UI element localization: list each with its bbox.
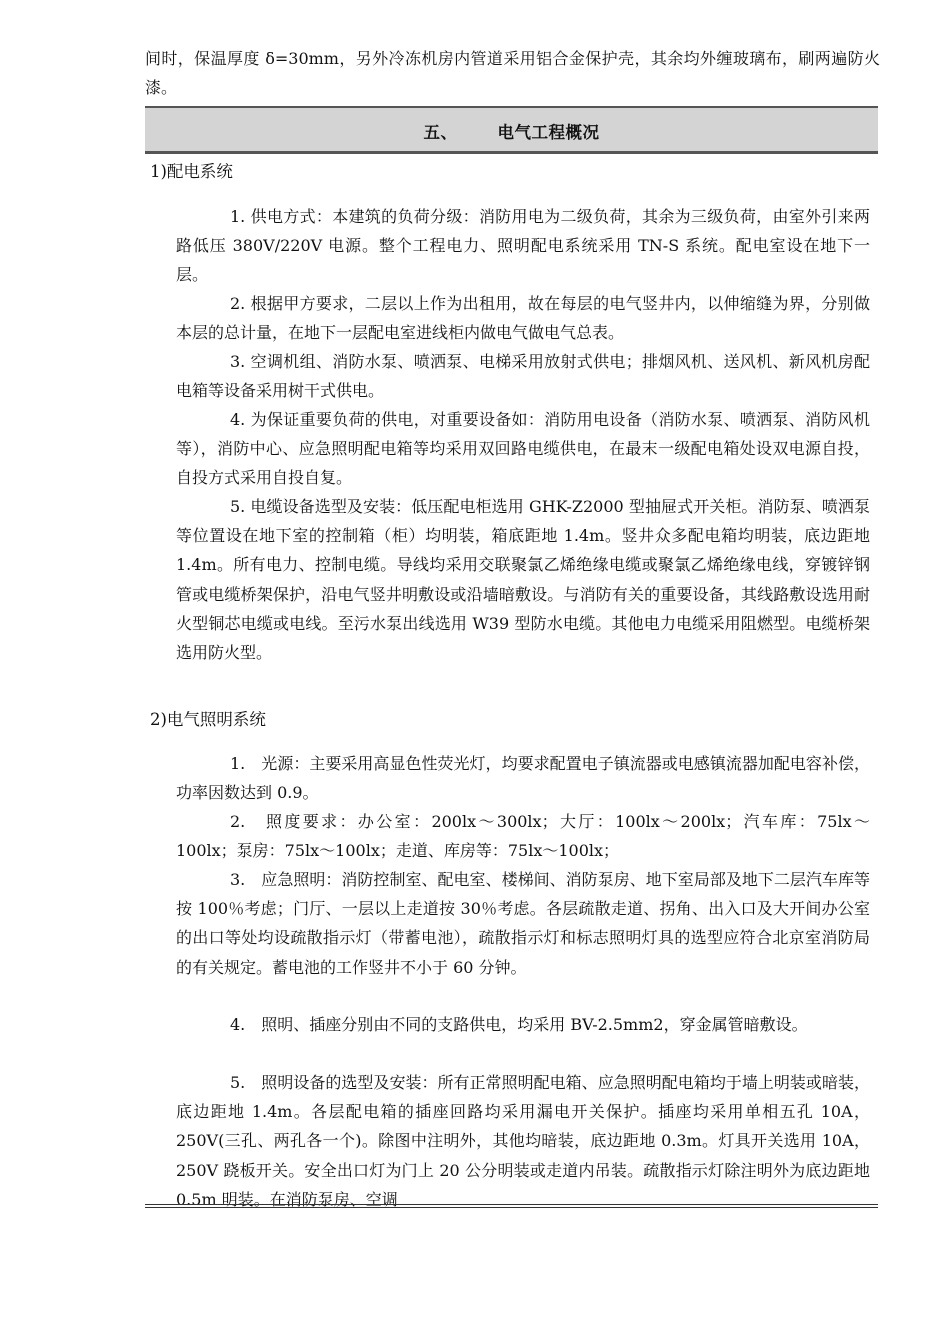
- section-header: [145, 106, 878, 154]
- section-title: 电气工程概况: [497, 123, 600, 142]
- lighting-heading: 2)电气照明系统: [150, 710, 266, 729]
- power-paragraph-5: 5. 电缆设备选型及安装：低压配电柜选用 GHK-Z2000 型抽屉式开关柜。消防泵、喷洒泵等位置设在地下室的控制箱（柜）均明装，箱底距地 1.4m。竖井众多配电箱均明装，底边距地 1.4m。所有电力、控制电缆。导线均采用交联聚氯乙烯绝缘电缆或聚氯乙烯绝缘电线，穿镀锌钢管或电缆桥架保护，沿电气竖井明敷设或沿墙暗敷设。与消防有关的重要设备，其线路敷设选用耐火型铜芯电缆或电线。至污水泵出线选用 W39 型防水电缆。其他电力电缆采用阻燃型。电缆桥架选用防火型。: [176, 497, 870, 663]
- power-paragraph-2: 2. 根据甲方要求，二层以上作为出租用，故在每层的电气竖井内，以伸缩缝为界，分别做本层的总计量，在地下一层配电室进线柜内做电气做电气总表。: [176, 294, 870, 343]
- page-bottom-rule-double: [145, 1207, 878, 1208]
- section-heading: [145, 119, 878, 143]
- intro-paragraph: 间时，保温厚度 δ=30mm，另外冷冻机房内管道采用铝合金保护壳，其余均外缠玻璃布，刷两遍防火漆。: [145, 49, 880, 98]
- section-number: 五、: [423, 123, 458, 142]
- lighting-paragraph-3: 3. 应急照明：消防控制室、配电室、楼梯间、消防泵房、地下室局部及地下二层汽车库等按 100％考虑；门厅、一层以上走道按 30％考虑。各层疏散走道、拐角、出入口及大开间办公室的出口等处均设疏散指示灯（带蓄电池），疏散指示灯和标志照明灯具的选型应符合北京室消防局的有关规定。蓄电池的工作竖井不小于 60 分钟。: [176, 870, 870, 977]
- power-distribution-heading: 1)配电系统: [150, 162, 233, 181]
- lighting-paragraph-4: 4. 照明、插座分别由不同的支路供电，均采用 BV-2.5mm2，穿金属管暗敷设。: [230, 1015, 808, 1034]
- lighting-paragraph-2: 2. 照度要求：办公室：200lx～300lx；大厅：100lx～200lx；汽车库：75lx～100lx；泵房：75lx～100lx；走道、库房等：75lx～100lx；: [176, 812, 870, 861]
- power-paragraph-4: 4. 为保证重要负荷的供电，对重要设备如：消防用电设备（消防水泵、喷洒泵、消防风机等），消防中心、应急照明配电箱等均采用双回路电缆供电，在最末一级配电箱处设双电源自投，自投方式采用自投自复。: [176, 410, 870, 488]
- page-bottom-rule: [145, 1204, 878, 1205]
- power-paragraph-1: 1. 供电方式：本建筑的负荷分级：消防用电为二级负荷，其余为三级负荷，由室外引来两路低压 380V/220V 电源。整个工程电力、照明配电系统采用 TN-S 系统。配电室设在地下一层。: [176, 207, 870, 285]
- power-paragraph-3: 3. 空调机组、消防水泵、喷洒泵、电梯采用放射式供电；排烟风机、送风机、新风机房配电箱等设备采用树干式供电。: [176, 352, 870, 401]
- lighting-paragraph-5: 5. 照明设备的选型及安装：所有正常照明配电箱、应急照明配电箱均于墙上明装或暗装，底边距地 1.4m。各层配电箱的插座回路均采用漏电开关保护。插座均采用单相五孔 10A，250V(三孔、两孔各一个)。除图中注明外，其他均暗装，底边距地 0.3m。灯具开关选用 10A，250V 跷板开关。安全出口灯为门上 20 公分明装或走道内吊装。疏散指示灯除注明外为底边距地 0.5m 明装。在消防泵房、空调: [176, 1073, 870, 1209]
- lighting-paragraph-1: 1. 光源：主要采用高显色性荧光灯，均要求配置电子镇流器或电感镇流器加配电容补偿，功率因数达到 0.9。: [176, 754, 870, 803]
